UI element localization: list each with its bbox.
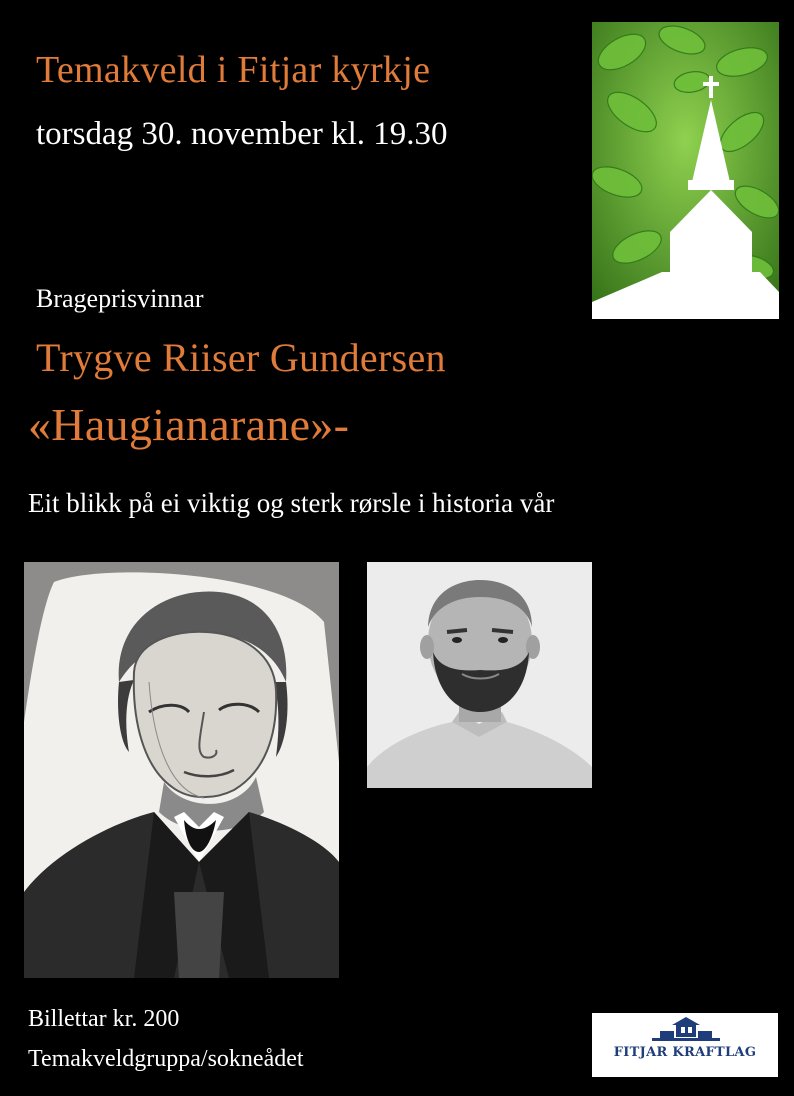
event-title: Temakveld i Fitjar kyrkje: [36, 49, 431, 91]
sponsor-name: FITJAR KRAFTLAG: [613, 1045, 757, 1060]
bearded-man-icon: [367, 562, 592, 788]
speaker-photo: [367, 562, 592, 788]
engraved-portrait-image: [24, 562, 339, 978]
church-leaves-icon: [592, 22, 779, 319]
organizer-label: Temakveldgruppa/sokneådet: [28, 1046, 304, 1072]
speaker-name: Trygve Riiser Gundersen: [36, 335, 446, 380]
ticket-price: Billettar kr. 200: [28, 1006, 180, 1032]
engraved-man-icon: [24, 562, 339, 978]
event-datetime: torsdag 30. november kl. 19.30: [36, 116, 448, 152]
award-label: Brageprisvinnar: [36, 284, 204, 313]
church-logo-image: [592, 22, 779, 319]
lecture-subtitle: Eit blikk på ei viktig og sterk rørsle i historia vår: [28, 488, 555, 518]
lecture-title: «Haugianarane»-: [28, 399, 350, 450]
sponsor-logo: [592, 1013, 778, 1077]
